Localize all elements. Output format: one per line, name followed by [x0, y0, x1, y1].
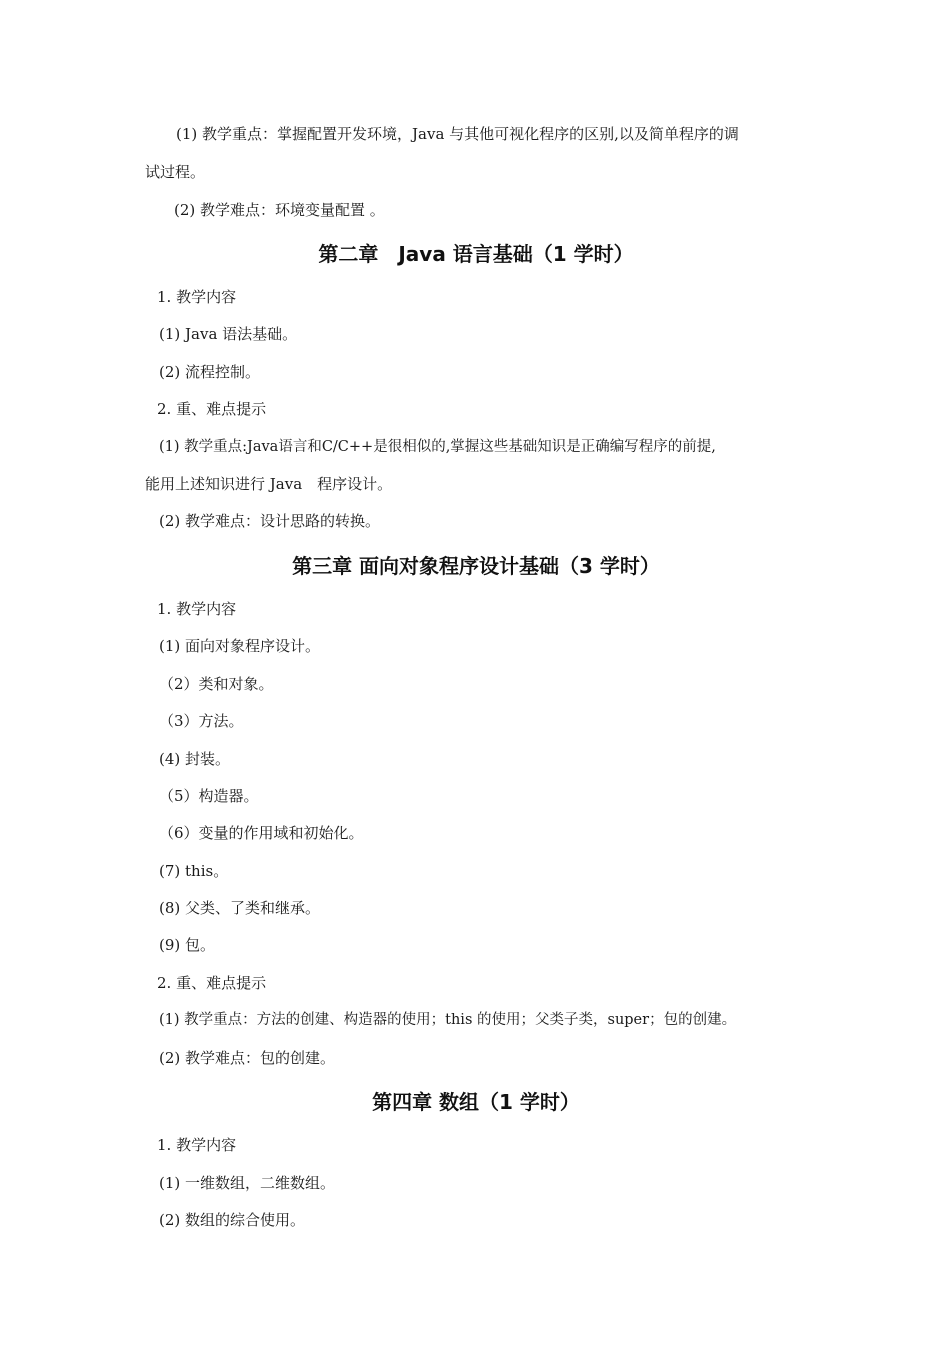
chapter2-content-heading: 1. 教学内容: [157, 288, 237, 306]
chapter4-item: (2) 数组的综合使用。: [159, 1211, 306, 1229]
chapter3-item: (7) this。: [159, 862, 229, 880]
intro-key-point-line1: (1) 教学重点：掌握配置开发环境，Java 与其他可视化程序的区别,以及简单程序的调: [176, 125, 739, 143]
chapter3-item: (8) 父类、了类和继承。: [159, 899, 321, 917]
chapter3-item: （3）方法。: [159, 712, 244, 730]
chapter3-item: (4) 封装。: [159, 750, 231, 768]
chapter4-item: (1) 一维数组，二维数组。: [159, 1174, 336, 1192]
chapter2-item: (2) 流程控制。: [159, 363, 261, 381]
chapter3-item: （6）变量的作用域和初始化。: [159, 824, 364, 842]
chapter3-title: 第三章 面向对象程序设计基础（3 学时）: [292, 554, 660, 578]
chapter2-title: 第二章 Java 语言基础（1 学时）: [318, 242, 634, 266]
chapter3-item: (1) 面向对象程序设计。: [159, 637, 321, 655]
chapter3-content-heading: 1. 教学内容: [157, 600, 237, 618]
chapter3-key-point: (1) 教学重点：方法的创建、构造器的使用；this 的使用；父类子类，super；包的创建。: [159, 1012, 737, 1028]
chapter2-item: (1) Java 语法基础。: [159, 325, 298, 343]
chapter2-hints-heading: 2. 重、难点提示: [157, 400, 267, 418]
chapter2-key-point-line1: (1) 教学重点:Java语言和C/C++是很相似的,掌握这些基础知识是正确编写程序的前提,: [159, 439, 716, 455]
intro-difficulty: (2) 教学难点：环境变量配置 。: [174, 201, 385, 219]
chapter3-item: （2）类和对象。: [159, 675, 274, 693]
chapter2-difficulty: (2) 教学难点：设计思路的转换。: [159, 512, 381, 530]
chapter3-item: (9) 包。: [159, 936, 216, 954]
chapter4-title: 第四章 数组（1 学时）: [372, 1090, 580, 1114]
chapter4-content-heading: 1. 教学内容: [157, 1136, 237, 1154]
intro-key-point-line2: 试过程。: [145, 163, 206, 181]
chapter3-hints-heading: 2. 重、难点提示: [157, 974, 267, 992]
chapter2-key-point-line2: 能用上述知识进行 Java 程序设计。: [145, 475, 393, 493]
chapter3-difficulty: (2) 教学难点：包的创建。: [159, 1049, 336, 1067]
chapter3-item: （5）构造器。: [159, 787, 259, 805]
